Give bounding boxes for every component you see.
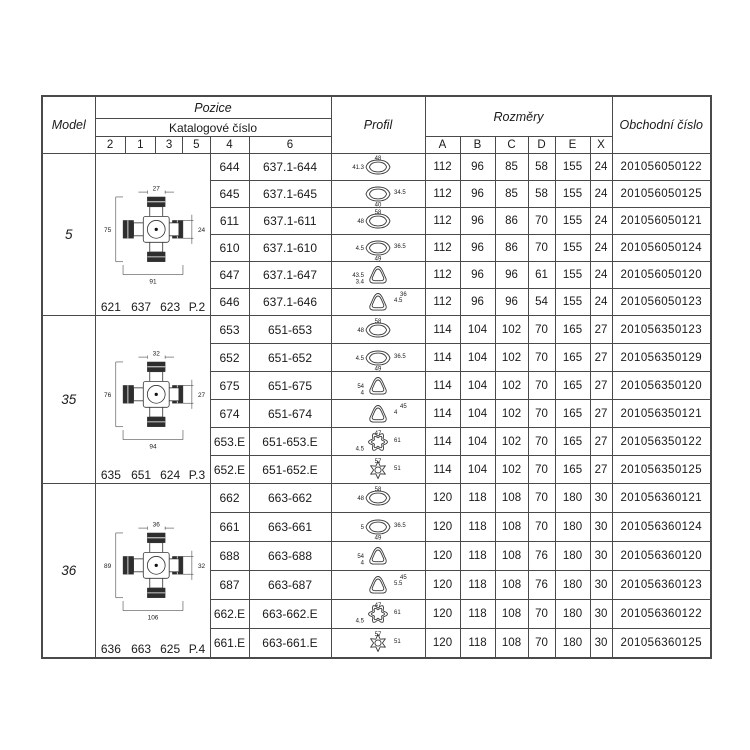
col6-cell: 663-661 (249, 513, 331, 542)
dim-A-cell: 120 (425, 542, 460, 571)
profile-icon-lemon (334, 514, 422, 540)
dim-C-cell: 108 (495, 484, 528, 513)
profile-cell (331, 262, 425, 289)
dim-B-cell: 118 (460, 484, 495, 513)
dim-B-cell: 104 (460, 344, 495, 372)
profile-cell (331, 400, 425, 428)
profile-icon-clover (334, 429, 422, 455)
svg-text:3.4: 3.4 (355, 279, 364, 286)
svg-text:94: 94 (148, 443, 157, 451)
profile-icon-triangle (334, 262, 422, 288)
header-pozice: Pozice (95, 96, 331, 119)
header-katalogove-cislo: Katalogové číslo (95, 119, 331, 137)
dim-A-cell: 114 (425, 316, 460, 344)
col6-cell: 651-652 (249, 344, 331, 372)
dim-D-cell: 70 (528, 629, 555, 659)
dim-A-cell: 112 (425, 262, 460, 289)
svg-text:27: 27 (152, 184, 160, 192)
dim-A-cell: 112 (425, 208, 460, 235)
svg-text:47: 47 (374, 603, 382, 609)
svg-text:5.5: 5.5 (394, 581, 403, 587)
header-pos-6: 6 (249, 137, 331, 154)
dim-A-cell: 114 (425, 400, 460, 428)
dim-A-cell: 114 (425, 344, 460, 372)
dim-X-cell: 27 (590, 400, 612, 428)
dim-X-cell: 27 (590, 428, 612, 456)
catalog-number: 636 (100, 642, 121, 656)
catalog-table-sheet (41, 95, 712, 659)
header-dim-X: X (590, 137, 612, 154)
diagram-cell (95, 316, 210, 484)
profile-cell (331, 542, 425, 571)
dim-D-cell: 70 (528, 400, 555, 428)
dim-A-cell: 120 (425, 484, 460, 513)
dim-D-cell: 70 (528, 316, 555, 344)
dim-B-cell: 118 (460, 600, 495, 629)
diagram-cell (95, 484, 210, 659)
svg-text:61: 61 (394, 610, 401, 616)
svg-text:48: 48 (357, 496, 364, 502)
col4-cell: 646 (210, 289, 249, 316)
profile-cell (331, 428, 425, 456)
dim-E-cell: 180 (555, 513, 590, 542)
header-dim-D: D (528, 137, 555, 154)
dim-B-cell: 118 (460, 629, 495, 659)
catalog-number: 637 (131, 300, 152, 314)
profile-icon-triangle (334, 289, 422, 315)
dim-E-cell: 165 (555, 372, 590, 400)
catalog-number: 624 (160, 468, 181, 482)
dim-X-cell: 30 (590, 571, 612, 600)
header-dim-B: B (460, 137, 495, 154)
catalog-number: 623 (160, 300, 181, 314)
obchodni-cislo-cell: 201056360123 (612, 571, 711, 600)
dim-E-cell: 165 (555, 316, 590, 344)
svg-text:4.5: 4.5 (355, 618, 364, 625)
header-profil: Profil (331, 96, 425, 154)
svg-text:43.5: 43.5 (352, 273, 364, 279)
svg-text:34.5: 34.5 (394, 190, 406, 196)
dim-C-cell: 108 (495, 571, 528, 600)
table-row (42, 316, 711, 344)
profile-icon-star (334, 630, 422, 656)
dim-C-cell: 102 (495, 372, 528, 400)
dim-C-cell: 108 (495, 513, 528, 542)
obchodni-cislo-cell: 201056050124 (612, 235, 711, 262)
dim-B-cell: 96 (460, 208, 495, 235)
svg-text:4.5: 4.5 (355, 246, 364, 252)
dim-D-cell: 76 (528, 571, 555, 600)
svg-text:36: 36 (152, 520, 160, 528)
col6-cell: 663-662 (249, 484, 331, 513)
dim-E-cell: 155 (555, 154, 590, 181)
dim-B-cell: 96 (460, 289, 495, 316)
col4-cell: 645 (210, 181, 249, 208)
catalog-number: P.3 (188, 468, 206, 482)
svg-text:48: 48 (374, 156, 382, 162)
svg-text:49: 49 (374, 256, 382, 261)
col6-cell: 663-662.E (249, 600, 331, 629)
profile-icon-triangle (334, 543, 422, 569)
svg-text:106: 106 (147, 614, 158, 622)
svg-text:58: 58 (374, 318, 382, 325)
dim-B-cell: 96 (460, 235, 495, 262)
dim-D-cell: 61 (528, 262, 555, 289)
dim-X-cell: 24 (590, 262, 612, 289)
dim-C-cell: 86 (495, 235, 528, 262)
dim-E-cell: 155 (555, 181, 590, 208)
profile-icon-clover (334, 601, 422, 627)
profile-cell (331, 484, 425, 513)
dim-D-cell: 70 (528, 235, 555, 262)
col4-cell: 644 (210, 154, 249, 181)
dim-D-cell: 70 (528, 600, 555, 629)
profile-cell (331, 571, 425, 600)
svg-text:61: 61 (394, 437, 401, 444)
obchodni-cislo-cell: 201056350125 (612, 456, 711, 484)
dim-B-cell: 96 (460, 181, 495, 208)
col6-cell: 637.1-644 (249, 154, 331, 181)
dim-C-cell: 85 (495, 181, 528, 208)
dim-C-cell: 85 (495, 154, 528, 181)
svg-text:36.5: 36.5 (394, 353, 406, 360)
dim-A-cell: 112 (425, 154, 460, 181)
svg-text:40: 40 (374, 202, 382, 207)
profile-cell (331, 513, 425, 542)
dim-B-cell: 104 (460, 316, 495, 344)
dim-X-cell: 30 (590, 629, 612, 659)
svg-text:47: 47 (374, 430, 382, 437)
dim-X-cell: 24 (590, 289, 612, 316)
obchodni-cislo-cell: 201056350121 (612, 400, 711, 428)
model-cell: 36 (42, 484, 95, 659)
obchodni-cislo-cell: 201056050121 (612, 208, 711, 235)
header-dim-E: E (555, 137, 590, 154)
header-pos-5: 5 (183, 137, 210, 154)
model-cell: 35 (42, 316, 95, 484)
dim-B-cell: 96 (460, 154, 495, 181)
profile-cell (331, 316, 425, 344)
dim-A-cell: 120 (425, 600, 460, 629)
col6-cell: 663-687 (249, 571, 331, 600)
svg-text:54: 54 (357, 383, 364, 390)
profile-icon-lemon (334, 181, 422, 207)
svg-text:4: 4 (394, 409, 398, 416)
col6-cell: 651-653.E (249, 428, 331, 456)
cross-joint-diagram (96, 349, 210, 451)
dim-C-cell: 86 (495, 208, 528, 235)
obchodni-cislo-cell: 201056050120 (612, 262, 711, 289)
profile-icon-lemon (334, 154, 422, 180)
dim-C-cell: 102 (495, 428, 528, 456)
dim-C-cell: 102 (495, 456, 528, 484)
dim-C-cell: 102 (495, 316, 528, 344)
dim-E-cell: 165 (555, 344, 590, 372)
dim-X-cell: 24 (590, 154, 612, 181)
header-model: Model (42, 96, 95, 154)
obchodni-cislo-cell: 201056360124 (612, 513, 711, 542)
col6-cell: 651-675 (249, 372, 331, 400)
profile-icon-lemon (334, 345, 422, 371)
col6-cell: 637.1-647 (249, 262, 331, 289)
profile-icon-triangle (334, 572, 422, 598)
col4-cell: 662.E (210, 600, 249, 629)
col4-cell: 674 (210, 400, 249, 428)
dim-D-cell: 70 (528, 372, 555, 400)
dim-B-cell: 104 (460, 428, 495, 456)
dim-C-cell: 96 (495, 289, 528, 316)
catalog-number-row (96, 468, 210, 482)
svg-text:24: 24 (197, 226, 205, 234)
dim-B-cell: 104 (460, 400, 495, 428)
profile-icon-lemon (334, 235, 422, 261)
cross-joint-diagram (96, 520, 210, 622)
dim-E-cell: 165 (555, 428, 590, 456)
cross-joint-diagram (96, 184, 210, 286)
profile-cell (331, 154, 425, 181)
catalog-number: 625 (160, 642, 181, 656)
catalog-number: 635 (100, 468, 121, 482)
col4-cell: 652 (210, 344, 249, 372)
svg-text:58: 58 (374, 487, 382, 493)
header-pos-2: 2 (95, 137, 125, 154)
obchodni-cislo-cell: 201056050123 (612, 289, 711, 316)
svg-text:75: 75 (103, 226, 111, 234)
dim-D-cell: 70 (528, 513, 555, 542)
dim-D-cell: 70 (528, 428, 555, 456)
svg-text:49: 49 (374, 535, 382, 540)
col6-cell: 651-674 (249, 400, 331, 428)
svg-text:45: 45 (400, 403, 407, 410)
svg-text:57: 57 (374, 632, 382, 638)
dim-E-cell: 155 (555, 235, 590, 262)
dim-X-cell: 27 (590, 372, 612, 400)
svg-text:4: 4 (360, 390, 364, 396)
dim-X-cell: 24 (590, 208, 612, 235)
svg-text:54: 54 (357, 554, 364, 560)
profile-cell (331, 235, 425, 262)
dim-E-cell: 180 (555, 542, 590, 571)
dim-D-cell: 54 (528, 289, 555, 316)
catalog-table (41, 95, 712, 659)
dim-D-cell: 70 (528, 484, 555, 513)
profile-icon-star (334, 457, 422, 483)
dim-X-cell: 24 (590, 235, 612, 262)
header-pos-4: 4 (210, 137, 249, 154)
profile-icon-lemon (334, 485, 422, 511)
catalog-number: 621 (100, 300, 121, 314)
obchodni-cislo-cell: 201056360120 (612, 542, 711, 571)
dim-D-cell: 58 (528, 181, 555, 208)
obchodni-cislo-cell: 201056350120 (612, 372, 711, 400)
profile-cell (331, 629, 425, 659)
svg-text:51: 51 (394, 465, 401, 472)
table-body (42, 154, 711, 659)
catalog-number: P.4 (188, 642, 206, 656)
svg-text:4.5: 4.5 (355, 355, 364, 362)
dim-C-cell: 108 (495, 600, 528, 629)
obchodni-cislo-cell: 201056360121 (612, 484, 711, 513)
svg-text:51: 51 (394, 639, 401, 645)
svg-text:45: 45 (400, 575, 407, 581)
dim-X-cell: 27 (590, 456, 612, 484)
col4-cell: 662 (210, 484, 249, 513)
profile-cell (331, 181, 425, 208)
profile-cell (331, 289, 425, 316)
dim-A-cell: 114 (425, 372, 460, 400)
dim-E-cell: 155 (555, 262, 590, 289)
svg-text:32: 32 (197, 562, 205, 570)
dim-D-cell: 70 (528, 208, 555, 235)
col6-cell: 637.1-611 (249, 208, 331, 235)
header-pos-3: 3 (156, 137, 183, 154)
dim-E-cell: 180 (555, 600, 590, 629)
svg-text:49: 49 (374, 366, 382, 371)
dim-X-cell: 27 (590, 344, 612, 372)
svg-text:5: 5 (360, 525, 364, 531)
svg-text:36.5: 36.5 (394, 523, 406, 529)
profile-cell (331, 208, 425, 235)
obchodni-cislo-cell: 201056350123 (612, 316, 711, 344)
dim-A-cell: 114 (425, 428, 460, 456)
col6-cell: 637.1-610 (249, 235, 331, 262)
col6-cell: 651-653 (249, 316, 331, 344)
obchodni-cislo-cell: 201056050122 (612, 154, 711, 181)
diagram-cell (95, 154, 210, 316)
dim-X-cell: 30 (590, 542, 612, 571)
dim-A-cell: 112 (425, 289, 460, 316)
header-pos-1: 1 (125, 137, 155, 154)
profile-icon-lemon (334, 317, 422, 343)
svg-text:89: 89 (103, 562, 111, 570)
col4-cell: 687 (210, 571, 249, 600)
model-cell: 5 (42, 154, 95, 316)
catalog-number: 663 (131, 642, 152, 656)
dim-B-cell: 104 (460, 372, 495, 400)
dim-D-cell: 70 (528, 456, 555, 484)
col4-cell: 652.E (210, 456, 249, 484)
svg-text:32: 32 (152, 349, 160, 357)
table-row (42, 484, 711, 513)
profile-icon-triangle (334, 401, 422, 427)
header-obchodni-cislo: Obchodní číslo (612, 96, 711, 154)
dim-A-cell: 114 (425, 456, 460, 484)
col6-cell: 663-661.E (249, 629, 331, 659)
dim-B-cell: 118 (460, 542, 495, 571)
col4-cell: 675 (210, 372, 249, 400)
dim-X-cell: 30 (590, 513, 612, 542)
col6-cell: 663-688 (249, 542, 331, 571)
catalog-number-row (96, 642, 210, 656)
dim-D-cell: 76 (528, 542, 555, 571)
profile-icon-triangle (334, 373, 422, 399)
obchodni-cislo-cell: 201056050125 (612, 181, 711, 208)
obchodni-cislo-cell: 201056350129 (612, 344, 711, 372)
dim-B-cell: 104 (460, 456, 495, 484)
dim-E-cell: 180 (555, 571, 590, 600)
col6-cell: 651-652.E (249, 456, 331, 484)
profile-cell (331, 600, 425, 629)
col4-cell: 653 (210, 316, 249, 344)
obchodni-cislo-cell: 201056360125 (612, 629, 711, 659)
profile-cell (331, 344, 425, 372)
svg-text:41.3: 41.3 (352, 165, 364, 171)
catalog-number: P.2 (188, 300, 206, 314)
dim-C-cell: 108 (495, 629, 528, 659)
col6-cell: 637.1-645 (249, 181, 331, 208)
dim-D-cell: 70 (528, 344, 555, 372)
dim-E-cell: 180 (555, 629, 590, 659)
col6-cell: 637.1-646 (249, 289, 331, 316)
svg-text:36: 36 (400, 292, 407, 298)
dim-C-cell: 102 (495, 400, 528, 428)
col4-cell: 661 (210, 513, 249, 542)
catalog-number-row (96, 300, 210, 314)
dim-A-cell: 112 (425, 181, 460, 208)
dim-C-cell: 102 (495, 344, 528, 372)
dim-D-cell: 58 (528, 154, 555, 181)
header-dim-C: C (495, 137, 528, 154)
svg-text:4.5: 4.5 (355, 446, 364, 452)
profile-cell (331, 456, 425, 484)
svg-text:4.5: 4.5 (394, 298, 403, 304)
dim-C-cell: 96 (495, 262, 528, 289)
dim-E-cell: 165 (555, 400, 590, 428)
col4-cell: 688 (210, 542, 249, 571)
dim-E-cell: 155 (555, 289, 590, 316)
dim-A-cell: 112 (425, 235, 460, 262)
dim-X-cell: 30 (590, 484, 612, 513)
dim-X-cell: 27 (590, 316, 612, 344)
profile-cell (331, 372, 425, 400)
svg-text:58: 58 (374, 210, 382, 216)
dim-A-cell: 120 (425, 513, 460, 542)
dim-B-cell: 96 (460, 262, 495, 289)
dim-E-cell: 165 (555, 456, 590, 484)
dim-E-cell: 180 (555, 484, 590, 513)
catalog-number: 651 (131, 468, 152, 482)
svg-text:91: 91 (148, 278, 157, 286)
profile-icon-lemon (334, 208, 422, 234)
header-rozmery: Rozměry (425, 96, 612, 137)
dim-C-cell: 108 (495, 542, 528, 571)
col4-cell: 610 (210, 235, 249, 262)
dim-A-cell: 120 (425, 629, 460, 659)
svg-text:36.5: 36.5 (394, 244, 406, 250)
col4-cell: 661.E (210, 629, 249, 659)
col4-cell: 647 (210, 262, 249, 289)
svg-text:57: 57 (374, 458, 382, 465)
dim-E-cell: 155 (555, 208, 590, 235)
header-dim-A: A (425, 137, 460, 154)
svg-text:48: 48 (357, 327, 364, 334)
col4-cell: 653.E (210, 428, 249, 456)
svg-text:76: 76 (103, 391, 111, 399)
svg-text:4: 4 (360, 560, 364, 567)
dim-B-cell: 118 (460, 571, 495, 600)
dim-X-cell: 30 (590, 600, 612, 629)
dim-B-cell: 118 (460, 513, 495, 542)
col4-cell: 611 (210, 208, 249, 235)
svg-text:48: 48 (357, 219, 364, 225)
dim-A-cell: 120 (425, 571, 460, 600)
svg-text:27: 27 (197, 391, 205, 399)
table-row (42, 154, 711, 181)
obchodni-cislo-cell: 201056350122 (612, 428, 711, 456)
dim-X-cell: 24 (590, 181, 612, 208)
obchodni-cislo-cell: 201056360122 (612, 600, 711, 629)
